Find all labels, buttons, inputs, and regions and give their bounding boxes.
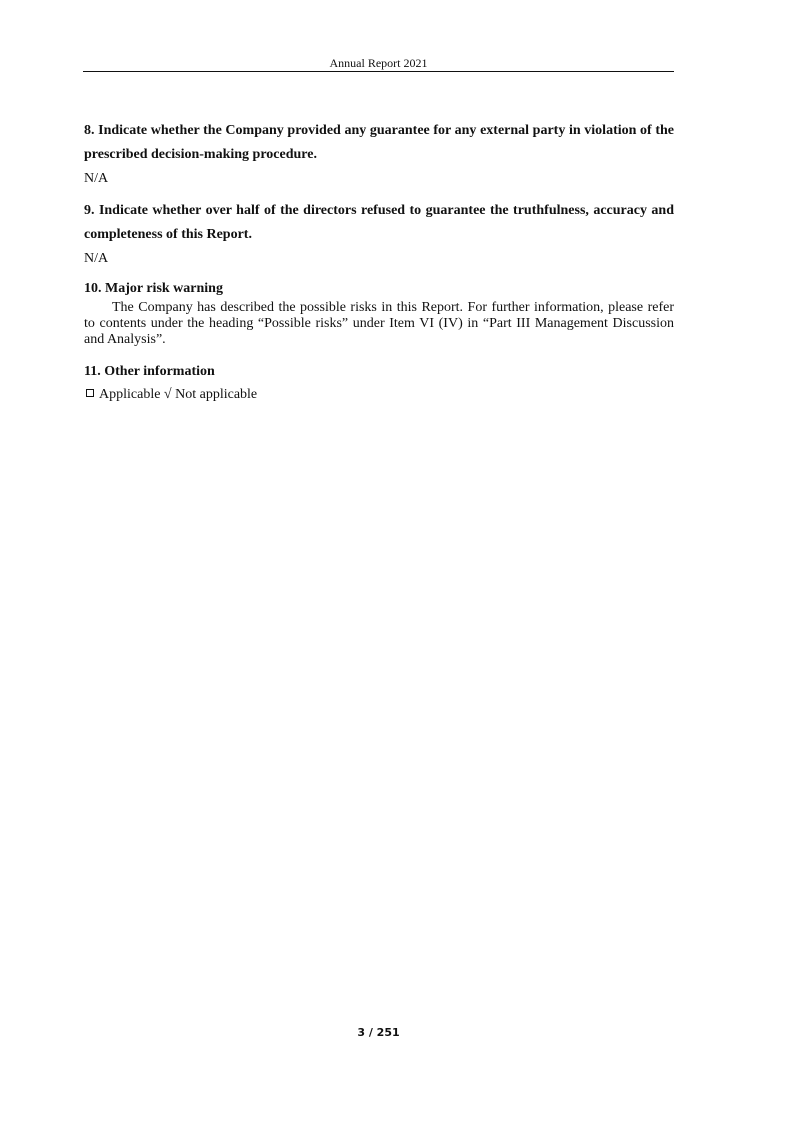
section-9-heading: 9. Indicate whether over half of the directors refused to guarantee the truthfulness, accuracy and completeness of this Report. — [84, 203, 674, 242]
header-divider — [83, 71, 674, 72]
page-header-title: Annual Report 2021 — [329, 56, 428, 70]
section-10-body: The Company has described the possible risks in this Report. For further information, please refer to contents under the heading “Possible risks” under Item VI (IV) in “Part III Management Discussion and Analysis”. — [84, 300, 674, 347]
square-outline-icon — [86, 389, 94, 397]
page-content — [84, 119, 674, 404]
check-mark-icon: √ — [163, 387, 172, 402]
section-11-heading: 11. Other information — [84, 364, 215, 379]
section-9-answer: N/A — [84, 251, 109, 266]
section-8-answer: N/A — [84, 171, 109, 186]
section-8-heading: 8. Indicate whether the Company provided any guarantee for any external party in violation of the prescribed decision-making procedure. — [84, 123, 674, 162]
applicability-line — [84, 386, 674, 404]
not-applicable-label: Not applicable — [175, 387, 258, 402]
applicable-label: Applicable — [99, 387, 161, 402]
section-10-heading: 10. Major risk warning — [84, 281, 223, 296]
page-number: 3 / 251 — [357, 1026, 400, 1039]
